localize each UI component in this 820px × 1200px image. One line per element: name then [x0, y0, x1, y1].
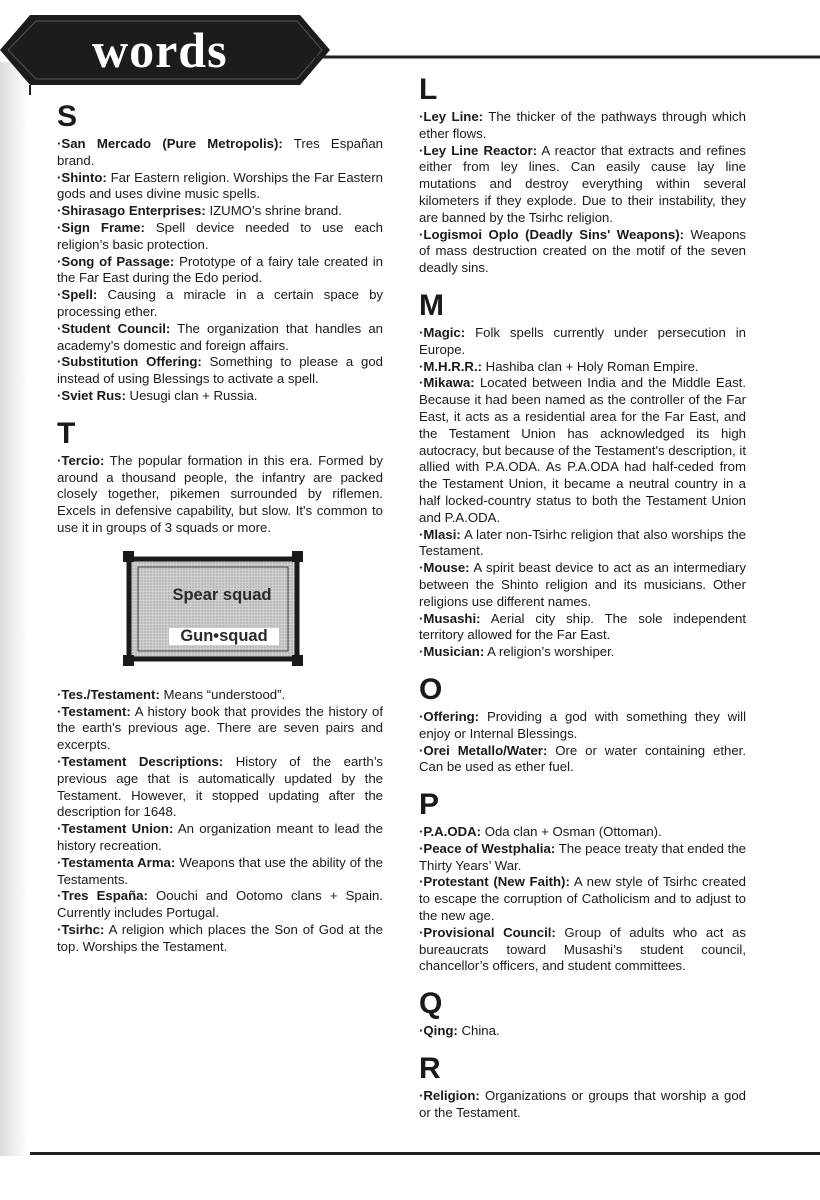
- entry-definition: A religion which places the Son of God at the top. Worships the Testament.: [57, 921, 383, 954]
- section-p: [419, 788, 746, 975]
- entry-term: ·Protestant (New Faith):: [419, 874, 570, 890]
- entry-term: ·Testament:: [57, 703, 131, 719]
- entry-definition: The peace treaty that ended the Thirty Years’ War.: [419, 840, 746, 873]
- glossary-entry: [419, 325, 746, 359]
- glossary-entry: [419, 644, 746, 661]
- entry-term: ·Tes./Testament:: [57, 686, 160, 702]
- entry-term: ·Offering:: [419, 708, 480, 724]
- entry-definition: Causing a miracle in a certain space by processing ether.: [57, 287, 383, 319]
- entry-definition: Spell device needed to use each religion’s basic protection.: [57, 219, 383, 252]
- glossary-entry: [419, 527, 746, 561]
- entry-term: ·Mlasi:: [419, 526, 461, 542]
- right-column: [419, 73, 746, 1134]
- entry-term: ·San Mercado (Pure Metropolis):: [57, 136, 283, 151]
- entry-term: ·M.H.R.R.:: [419, 358, 482, 374]
- glossary-entry: [57, 855, 383, 889]
- entry-term: ·Tercio:: [57, 452, 105, 468]
- entry-term: ·Orei Metallo/Water:: [419, 742, 548, 758]
- section-o: [419, 673, 746, 776]
- bottom-rule: [30, 1152, 820, 1155]
- glossary-entry: [419, 743, 746, 777]
- entry-term: ·Spell:: [57, 287, 98, 303]
- entry-term: ·Provisional Council:: [419, 924, 556, 940]
- entry-term: ·P.A.ODA:: [419, 824, 482, 840]
- section-letter: M: [419, 288, 444, 322]
- section-q: [419, 987, 746, 1040]
- entry-term: ·Mouse:: [419, 560, 470, 576]
- section-m: [419, 289, 746, 661]
- section-letter: P: [419, 788, 440, 822]
- glossary-entry: [419, 841, 746, 875]
- glossary-entry: [57, 687, 383, 704]
- entry-term: ·Religion:: [419, 1088, 480, 1104]
- glossary-entry: [419, 611, 746, 645]
- glossary-entry: [57, 754, 383, 821]
- glossary-entry: [57, 388, 383, 405]
- entry-term: ·Substitution Offering:: [57, 354, 202, 370]
- entry-term: ·Magic:: [419, 324, 466, 340]
- glossary-entry: [57, 321, 383, 355]
- entry-definition: Ore or water containing ether. Can be used as ether fuel.: [419, 742, 746, 775]
- entry-term: ·Peace of Westphalia:: [419, 840, 556, 856]
- entry-term: ·Shirasago Enterprises:: [57, 203, 206, 219]
- entry-definition: Weapons of mass destruction created on the motif of the seven deadly sins.: [419, 226, 746, 276]
- entry-term: ·Sign Frame:: [57, 219, 145, 235]
- entry-term: ·Ley Line:: [419, 109, 484, 124]
- section-letter: T: [57, 416, 76, 450]
- section-letter: L: [419, 73, 438, 106]
- entry-term: ·Testament Union:: [57, 821, 174, 837]
- entry-term: ·Ley Line Reactor:: [419, 142, 538, 158]
- section-letter: R: [419, 1052, 441, 1086]
- entry-definition: Far Eastern religion. Worships the Far Eastern gods and uses divine music spells.: [57, 169, 383, 202]
- glossary-entry: [57, 453, 383, 537]
- entry-term: ·Qing:: [419, 1023, 458, 1039]
- entry-term: ·Song of Passage:: [57, 253, 175, 269]
- glossary-entry: [57, 170, 383, 204]
- glossary-entry: [419, 109, 746, 143]
- entry-definition: Prototype of a fairy tale created in the Far East during the Edo period.: [57, 253, 383, 286]
- entry-definition: Organizations or groups that worship a god or the Testament.: [419, 1088, 746, 1120]
- glossary-entry: [57, 254, 383, 288]
- entry-definition: Oouchi and Ootomo clans + Spain. Currently includes Portugal.: [57, 888, 383, 921]
- entry-definition: Hashiba clan + Holy Roman Empire.: [482, 358, 699, 374]
- glossary-entry: [419, 560, 746, 610]
- glossary-entry: [419, 824, 746, 841]
- entry-term: ·Shinto:: [57, 169, 107, 185]
- entry-definition: Uesugi clan + Russia.: [125, 387, 258, 403]
- entry-definition: A spirit beast device to act as an intermediary between the Shinto religion and its musicians. Other religions use different names.: [419, 560, 746, 609]
- entry-definition: The thicker of the pathways through which ether flows.: [419, 109, 746, 141]
- entry-definition: IZUMO’s shrine brand.: [205, 203, 342, 219]
- entry-definition: A new style of Tsirhc created to escape the corruption of Catholicism and to adjust to the new age.: [419, 874, 746, 924]
- entry-definition: A later non-Tsirhc religion that also worships the Testament.: [419, 526, 746, 559]
- entry-term: ·Mikawa:: [419, 375, 475, 391]
- glossary-entry: [419, 874, 746, 924]
- glossary-entry: [57, 821, 383, 855]
- entry-definition: Means “understood”.: [159, 686, 286, 702]
- entry-definition: Located between India and the Middle East. Because it had been named as the controller of the Far East, it acts as a residential area for the Far East, and the Testament Union has acknowledged its high autocracy, but because of the Testament's description, it allied with P.A.ODA. As P.A.ODA had half-ceded from the Testament Union, it became a neutral country in a half locked-country status to both the Testament Union and P.A.ODA.: [419, 375, 746, 525]
- entry-term: ·Musician:: [419, 644, 485, 660]
- entry-definition: Tres Españan brand.: [57, 136, 383, 168]
- spear-squad-label: Spear squad: [172, 585, 272, 604]
- entry-term: ·Testamenta Arma:: [57, 854, 176, 870]
- entry-term: ·Student Council:: [57, 320, 171, 336]
- glossary-entry: [419, 709, 746, 743]
- entry-term: ·Testament Descriptions:: [57, 753, 224, 769]
- glossary-entry: [57, 888, 383, 922]
- entry-definition: Group of adults who act as bureaucrats toward Musashi’s student council, chancellor’s officers, and student committees.: [419, 924, 746, 974]
- glossary-entry: [419, 227, 746, 277]
- entry-definition: An organization meant to lead the history recreation.: [57, 821, 383, 853]
- section-s: [57, 100, 383, 405]
- glossary-entry: [419, 925, 746, 975]
- entry-definition: History of the earth’s previous age that is automatically updated by the Testament. However, it stopped updating after the description for 1648.: [57, 753, 383, 820]
- tercio-formation-diagram: [57, 547, 383, 673]
- gun-squad-label: Gun•squad: [169, 628, 279, 645]
- glossary-entry: [57, 136, 383, 170]
- section-r: [419, 1052, 746, 1122]
- entry-definition: Oda clan + Osman (Ottoman).: [481, 824, 662, 840]
- entry-term: ·Sviet Rus:: [57, 387, 126, 403]
- glossary-entry: [57, 922, 383, 956]
- tercio-diagram-graphic: [57, 547, 383, 673]
- entry-term: ·Tres España:: [57, 888, 148, 904]
- glossary-entry: [57, 354, 383, 388]
- glossary-entry: [419, 359, 746, 376]
- section-letter: S: [57, 100, 78, 133]
- section-l: [419, 73, 746, 277]
- entry-definition: Something to please a god instead of using Blessings to activate a spell.: [57, 354, 384, 387]
- glossary-entry: [419, 375, 746, 526]
- entry-term: ·Musashi:: [419, 610, 481, 626]
- section-letter: O: [419, 672, 443, 706]
- entry-definition: China.: [457, 1023, 500, 1039]
- entry-definition: A reactor that extracts and refines either from ley lines. Can easily cause lay line mutations and destroy everything within several kilometers if they explode. Due to their instability, they are banned by the Tsirhc religion.: [419, 142, 746, 225]
- glossary-entry: [419, 143, 746, 227]
- glossary-entry: [57, 704, 383, 754]
- entry-definition: Folk spells currently under persecution in Europe.: [419, 324, 746, 357]
- left-column: [57, 100, 383, 967]
- glossary-entry: [57, 287, 383, 321]
- entry-term: ·Tsirhc:: [57, 921, 105, 937]
- glossary-entry: [419, 1023, 746, 1040]
- page-edge-shading: [0, 62, 30, 1156]
- entry-definition: The popular formation in this era. Formed by around a thousand people, the infantry are packed closely together, pikemen surrounded by riflemen. Excels in defensive capability, but slow. It's common to use it in groups of 3 squads or more.: [57, 452, 383, 535]
- entry-definition: A history book that provides the history of the earth's previous age. There are seven pairs and excerpts.: [57, 703, 383, 753]
- entry-term: ·Logismoi Oplo (Deadly Sins' Weapons):: [419, 226, 684, 242]
- entry-definition: The organization that handles an academy’s domestic and foreign affairs.: [57, 320, 383, 353]
- entry-definition: Weapons that use the ability of the Testaments.: [57, 854, 383, 887]
- page-title: words: [92, 22, 228, 78]
- entry-definition: Aerial city ship. The sole independent territory allowed for the Far East.: [419, 610, 746, 643]
- entry-definition: Providing a god with something they will enjoy or Internal Blessings.: [419, 708, 746, 741]
- glossary-entry: [57, 203, 383, 220]
- glossary-entry: [419, 1088, 746, 1122]
- section-letter: Q: [419, 987, 443, 1021]
- section-t: [57, 417, 383, 956]
- glossary-entry: [57, 220, 383, 254]
- entry-definition: A religion’s worshiper.: [484, 644, 615, 660]
